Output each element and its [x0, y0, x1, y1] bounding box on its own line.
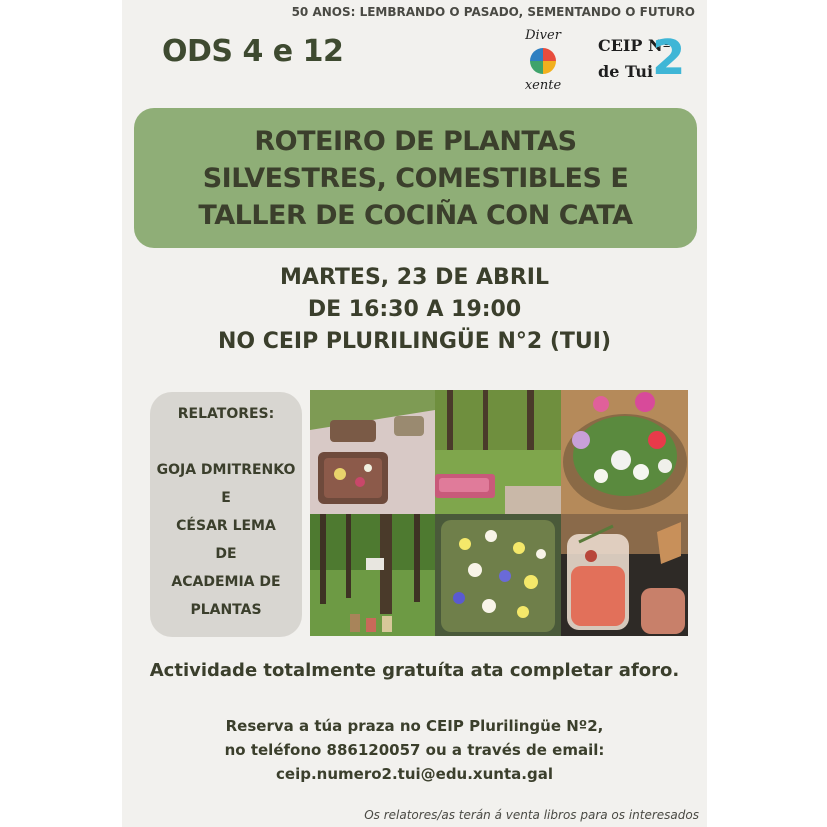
photo-gallery — [310, 390, 688, 636]
contact-info — [122, 714, 707, 786]
ods-label: ODS 4 e 12 — [162, 34, 344, 69]
flower-basket-photo — [561, 390, 688, 514]
table-with-dishes-photo — [310, 390, 435, 514]
event-title — [156, 123, 676, 234]
title-banner — [134, 108, 697, 248]
poster — [122, 0, 707, 827]
footnote: Os relatores/as terán á venta libros para os interesados — [364, 808, 699, 822]
speaker-line: E — [221, 490, 231, 506]
ceip-logo — [596, 30, 686, 90]
contact-email: ceip.numero2.tui@edu.xunta.gal — [276, 765, 553, 783]
free-activity-note: Actividade totalmente gratuíta ata completar aforo. — [149, 660, 680, 681]
event-details — [122, 262, 707, 358]
forest-trail-photo — [310, 514, 435, 636]
title-line: SILVESTRES, COMESTIBLES E — [202, 162, 629, 194]
speakers-names — [150, 456, 302, 624]
flower-tray-photo — [435, 514, 561, 636]
speaker-line: ACADEMIA DE — [171, 574, 281, 590]
event-date: MARTES, 23 DE ABRIL — [280, 265, 549, 290]
speakers-panel — [150, 392, 302, 637]
ceip-logo-line1: CEIP Nº — [598, 36, 671, 55]
drinks-glasses-photo — [561, 514, 688, 636]
ceip-logo-line2: de Tui — [598, 62, 654, 81]
event-time: DE 16:30 A 19:00 — [307, 297, 522, 322]
speaker-line: PLANTAS — [190, 602, 262, 618]
speaker-line: CÉSAR LEMA — [176, 518, 276, 534]
contact-line: no teléfono 886120057 ou a través de email: — [224, 741, 605, 759]
color-wheel-icon — [530, 48, 556, 74]
logo-diver-text: Diver — [525, 28, 561, 43]
diverxente-logo — [510, 28, 576, 98]
forest-picnic-photo — [435, 390, 561, 514]
title-line: ROTEIRO DE PLANTAS — [254, 125, 577, 157]
contact-line: Reserva a túa praza no CEIP Plurilingüe Nº2, — [225, 717, 604, 735]
title-line: TALLER DE COCIÑA CON CATA — [198, 199, 633, 231]
ceip-logo-number: 2 — [652, 30, 686, 86]
speaker-line: DE — [215, 546, 237, 562]
speaker-line: GOJA DMITRENKO — [156, 462, 296, 478]
logo-xente-text: xente — [524, 78, 562, 93]
event-place: NO CEIP PLURILINGÜE N°2 (TUI) — [217, 329, 612, 354]
tagline: 50 ANOS: LEMBRANDO O PASADO, SEMENTANDO O FUTURO — [291, 5, 695, 19]
speakers-heading: RELATORES: — [177, 406, 275, 422]
